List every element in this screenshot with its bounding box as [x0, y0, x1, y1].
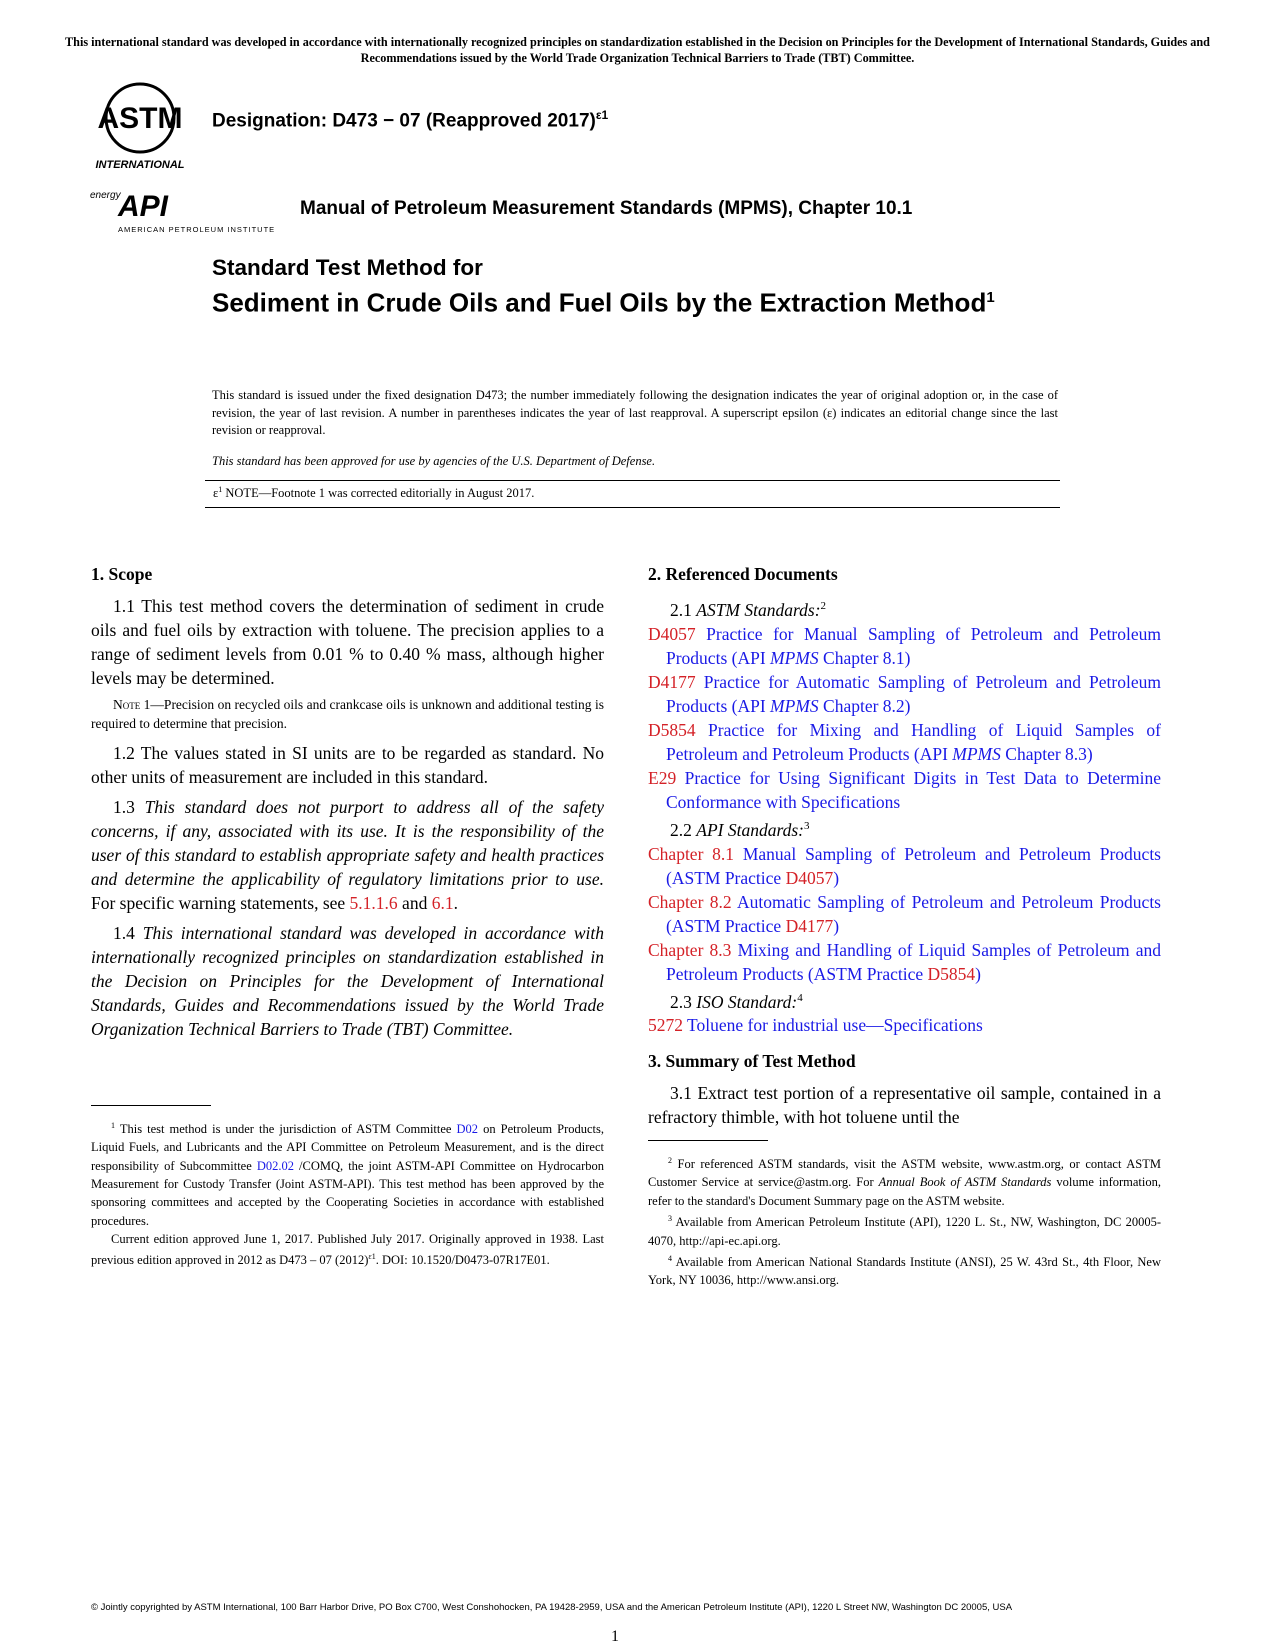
note-1-text: 1—Precision on recycled oils and crankcase oils is unknown and additional testing is required to determine that precision. [91, 697, 604, 731]
ref-code-link[interactable]: Chapter 8.3 [648, 939, 732, 960]
ref-title-link[interactable]: Toluene for industrial use—Specifications [683, 1015, 983, 1036]
ref-title-text: Practice for Automatic Sampling of Petroleum and Petroleum Products (API [666, 671, 1161, 716]
api-cat-sup: 3 [804, 819, 810, 832]
title-main-text: Sediment in Crude Oils and Fuel Oils by the Extraction Method [212, 287, 987, 318]
footnote-4-text: Available from American National Standards Institute (ANSI), 25 W. 43rd St., 4th Floor, New York, NY 10036, http://www.ansi.org. [648, 1254, 1161, 1288]
footnote-1 [91, 1117, 604, 1230]
footnote-3 [648, 1210, 1161, 1250]
api-logo-text: API [118, 190, 169, 223]
title-block [212, 254, 1032, 319]
footnote-2-italic: Annual Book of ASTM Standards [878, 1175, 1052, 1190]
api-cat-num: 2.2 [670, 819, 697, 840]
astm-cat-sup: 2 [820, 600, 827, 612]
ref-chapter-8-3 [648, 938, 1161, 986]
ref-end: ) [833, 915, 840, 936]
ref-code-link[interactable]: D5854 [648, 719, 696, 740]
link-d02-02[interactable]: D02.02 [256, 1158, 294, 1173]
para-1-3 [91, 795, 604, 915]
ref-title-text: Practice for Mixing and Handling of Liquid Samples of Petroleum and Petroleum Products (API [666, 719, 1161, 764]
para-1-4 [91, 921, 604, 1041]
ref-d4057 [648, 622, 1161, 670]
para-1-4-num: 1.4 [113, 923, 143, 943]
footnote-3-text: Available from American Petroleum Institute (API), 1220 L. St., NW, Washington, DC 20005-4070, http://api-ec.api.org. [648, 1215, 1161, 1248]
standard-notice: This international standard was developed in accordance with internationally recognized principles on standardization established in the Decision on Principles for the Development of International Standards, Guides and Recommendations issued by the World Trade Organization Technical Barriers to Trade (TBT) Committee. [65, 35, 1210, 65]
ref-end: Chapter 8.1) [818, 647, 911, 668]
footnote-4-sup: 4 [668, 1253, 672, 1263]
ref-inline-link[interactable]: D4177 [785, 915, 834, 936]
section-scope-heading: 1. Scope [91, 564, 153, 584]
para-1-3-and: and [397, 893, 432, 913]
footnote-2-b: volume information, refer to the standard's Document Summary page on the ASTM website. [648, 1175, 1162, 1208]
footnotes-left [91, 1117, 604, 1270]
copyright-line: © Jointly copyrighted by ASTM International, 100 Barr Harbor Drive, PO Box C700, West Conshohocken, PA 19428-2959, USA and the American Petroleum Institute (API), 1220 L Street NW, Washington DC 20005, USA [91, 1602, 1013, 1613]
footnote-1-edition [91, 1230, 604, 1270]
ref-title-text: Practice for Manual Sampling of Petroleum and Petroleum Products (API [666, 623, 1161, 668]
ref-end: ) [833, 867, 840, 888]
note-1 [91, 696, 604, 733]
astm-standards-label [648, 594, 1161, 622]
ref-chapter-8-1 [648, 842, 1161, 890]
para-3-1: 3.1 Extract test portion of a representative oil sample, contained in a refractory thimble, with hot toluene until the [648, 1083, 1161, 1128]
iso-cat-sup: 4 [797, 991, 803, 1004]
footnote-2-a: For referenced ASTM standards, visit the ASTM website, www.astm.org, or contact ASTM Customer Service at service@astm.org. For [648, 1157, 1161, 1190]
ref-inline-link[interactable]: D4057 [785, 867, 834, 888]
api-standards-label [648, 814, 1161, 842]
para-1-3-rest: For specific warning statements, see [91, 893, 350, 913]
epsilon-symbol: ε [213, 486, 219, 501]
designation-label: Designation: D473 − 07 (Reapproved 2017) [212, 110, 596, 132]
designation-sup: ε1 [595, 108, 609, 122]
api-logo-energy: energy [90, 190, 121, 201]
ref-code-link[interactable]: Chapter 8.2 [648, 891, 732, 912]
epsilon-note [205, 480, 1060, 508]
footnote-1-e: . DOI: 10.1520/D0473-07R17E01. [375, 1253, 550, 1268]
ref-title-link[interactable] [666, 672, 1161, 716]
astm-cat-text: ASTM Standards: [696, 599, 821, 620]
ref-code-link[interactable]: D4057 [648, 623, 696, 644]
footnote-4 [648, 1250, 1161, 1290]
ref-d4177 [648, 670, 1161, 718]
footnote-3-sup: 3 [668, 1214, 672, 1224]
api-logo-institute: AMERICAN PETROLEUM INSTITUTE [118, 225, 276, 234]
section-referenced-heading: 2. Referenced Documents [648, 564, 838, 584]
title-pre: Standard Test Method for [212, 255, 483, 280]
api-cat-text: API Standards: [696, 819, 804, 840]
para-1-4-italic: This international standard was developed in accordance with internationally recognized principles on standardization established in the Decision on Principles for the Development of International Standards, Guides and Recommendations issued by the World Trade Organization Technical Barriers to Trade (TBT) Committee. [91, 923, 605, 1039]
para-1-2: 1.2 The values stated in SI units are to be regarded as standard. No other units of measurement are included in this standard. [91, 743, 604, 787]
note-1-label: Note [113, 697, 141, 712]
ref-d5854 [648, 718, 1161, 766]
link-6-1[interactable]: 6.1 [431, 893, 454, 913]
ref-mpms: MPMS [770, 647, 819, 668]
page-number: 1 [611, 1628, 619, 1645]
ref-end: ) [975, 963, 981, 984]
footnote-1-sup: 1 [111, 1121, 115, 1130]
ref-chapter-8-2 [648, 890, 1161, 938]
title-footnote-ref: 1 [986, 289, 995, 306]
epsilon-note-text: NOTE—Footnote 1 was corrected editorially in August 2017. [222, 486, 535, 501]
astm-logo-international: INTERNATIONAL [95, 159, 185, 171]
api-logo [88, 186, 288, 236]
ref-end: Chapter 8.3) [1000, 743, 1093, 764]
ref-code-link[interactable]: D4177 [648, 671, 696, 692]
left-column [91, 562, 604, 1047]
footnote-1-d: Current edition approved June 1, 2017. Published July 2017. Originally approved in 1938. Last previous edition approved in 2012 as D473 – 07 (2012) [91, 1231, 604, 1268]
ref-title-link[interactable]: Automatic Sampling of Petroleum and Petroleum Products (ASTM Practice [666, 891, 1161, 936]
epsilon-sup: 1 [218, 485, 223, 494]
footnote-1-d-sup: ε1 [368, 1252, 376, 1262]
para-1-3-num: 1.3 [113, 797, 145, 817]
footnote-2-sup: 2 [668, 1156, 672, 1165]
footnote-1-a: This test method is under the jurisdiction of ASTM Committee [115, 1122, 457, 1137]
ref-code-link[interactable]: E29 [648, 767, 677, 788]
footnote-rule-right [648, 1140, 768, 1141]
dod-note: This standard has been approved for use by agencies of the U.S. Department of Defense. [212, 454, 656, 468]
para-1-1: 1.1 This test method covers the determination of sediment in crude oils and fuel oils by extraction with toluene. The precision applies to a range of sediment levels from 0.01 % to 0.40 % mass, although higher levels may be determined. [91, 596, 604, 688]
ref-title-link[interactable] [666, 624, 1161, 668]
ref-mpms: MPMS [770, 695, 819, 716]
para-1-3-end: . [453, 893, 458, 913]
ref-title-link[interactable] [666, 720, 1161, 764]
footnote-1-c: /COMQ, the joint ASTM-API Committee on Hydrocarbon Measurement for Custody Transfer (Joint ASTM-API). This test method has been approved by the sponsoring committees and accepted by the Cooperating Societies in accordance with established procedures. [91, 1158, 604, 1228]
section-summary-heading: 3. Summary of Test Method [648, 1051, 856, 1072]
para-1-3-italic: This standard does not purport to address all of the safety concerns, if any, associated with its use. It is the responsibility of the user of this standard to establish appropriate safety and health practices and determine the applicability of regulatory limitations prior to use. [91, 797, 604, 889]
ref-iso-5272 [648, 1013, 1161, 1037]
astm-logo-text: ASTM [97, 102, 183, 135]
intro-paragraph: This standard is issued under the fixed designation D473; the number immediately following the designation indicates the year of original adoption or, in the case of revision, the year of last revision. A number in parentheses indicates the year of last reapproval. A superscript epsilon (ε) indicates an editorial change since the last revision or reapproval. [212, 388, 1058, 437]
ref-e29 [648, 766, 1161, 814]
right-column [648, 562, 1161, 1135]
ref-title-link[interactable]: Manual Sampling of Petroleum and Petroleum Products (ASTM Practice [666, 843, 1161, 888]
link-5-1-1-6[interactable]: 5.1.1.6 [349, 893, 398, 913]
astm-cat-num: 2.1 [670, 599, 697, 620]
link-d02[interactable]: D02 [456, 1122, 479, 1137]
ref-mpms: MPMS [952, 743, 1001, 764]
footnote-2 [648, 1152, 1161, 1210]
iso-cat-num: 2.3 [670, 991, 697, 1012]
ref-title-link[interactable]: Mixing and Handling of Liquid Samples of Petroleum and Petroleum Products (ASTM Practice [666, 939, 1161, 984]
ref-code-link[interactable]: Chapter 8.1 [648, 843, 735, 864]
ref-title-link[interactable]: Practice for Using Significant Digits in Test Data to Determine Conformance with Specifications [666, 767, 1161, 812]
ref-code-link[interactable]: 5272 [648, 1015, 683, 1036]
designation [212, 108, 608, 132]
footnote-1-b: on Petroleum Products, Liquid Fuels, and Lubricants and the API Committee on Petroleum Measurement, and is the direct responsibility of Subcommittee [91, 1122, 604, 1173]
title-main [212, 282, 1032, 319]
iso-cat-text: ISO Standard: [696, 991, 798, 1012]
iso-standard-label [648, 986, 1161, 1014]
astm-logo [92, 82, 192, 174]
manual-line: Manual of Petroleum Measurement Standards (MPMS), Chapter 10.1 [300, 198, 913, 219]
ref-end: Chapter 8.2) [818, 695, 911, 716]
ref-inline-link[interactable]: D5854 [927, 963, 976, 984]
footnote-rule-left [91, 1105, 211, 1106]
footnotes-right [648, 1152, 1161, 1290]
